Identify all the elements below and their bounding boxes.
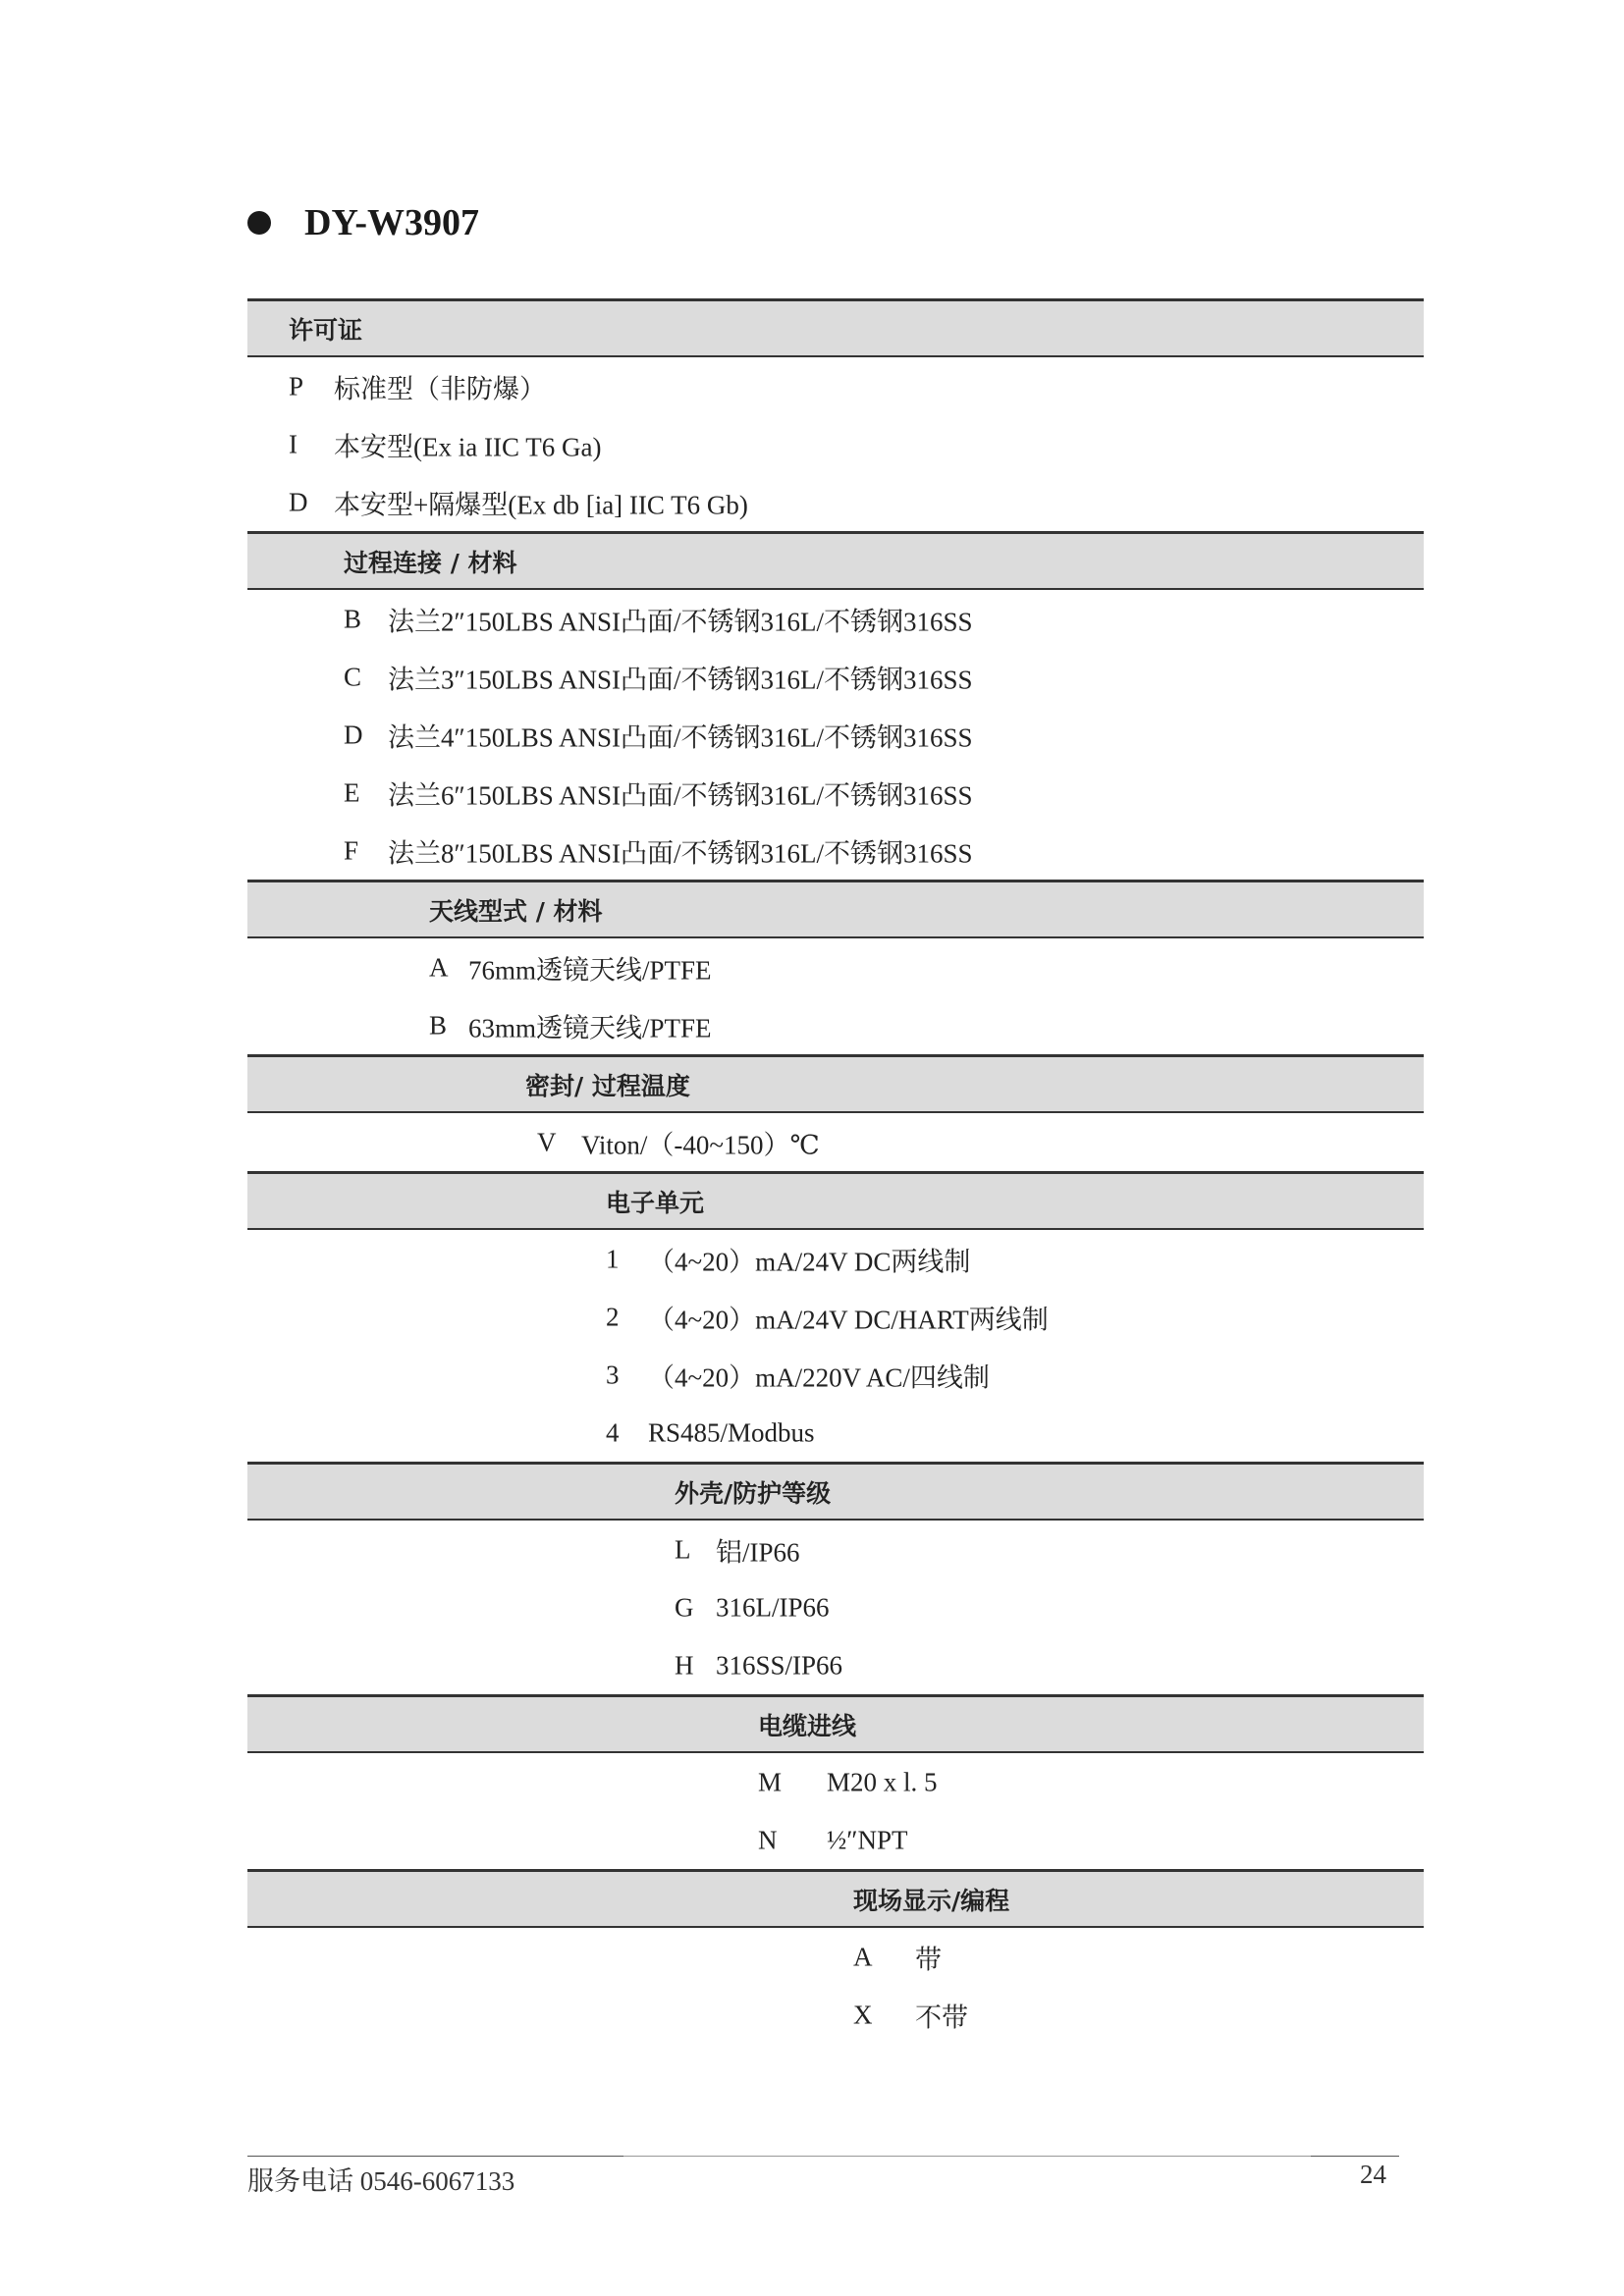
section-header-label: 天线型式 / 材料 <box>429 896 603 926</box>
option-description: 法兰2″150LBS ANSI凸面/不锈钢316L/不锈钢316SS <box>388 607 973 636</box>
option-description: M20 x l. 5 <box>827 1767 938 1796</box>
option-code: G <box>675 1592 694 1622</box>
option-row <box>247 1230 1424 1288</box>
option-row <box>247 1113 1424 1171</box>
section-header-0 <box>247 298 1424 357</box>
option-row <box>247 1811 1424 1869</box>
option-description: （4~20）mA/24V DC/HART两线制 <box>648 1305 1049 1334</box>
option-code: I <box>289 429 298 458</box>
section-header-label: 许可证 <box>289 315 363 345</box>
option-description: 本安型(Ex ia IIC T6 Ga) <box>334 432 602 461</box>
option-description: 法兰8″150LBS ANSI凸面/不锈钢316L/不锈钢316SS <box>388 838 973 868</box>
option-row <box>247 996 1424 1054</box>
footer-divider-left <box>247 2156 623 2157</box>
option-code: 1 <box>606 1244 620 1273</box>
section-header-label: 现场显示/编程 <box>853 1886 1010 1915</box>
page-title: DY-W3907 <box>304 202 480 243</box>
option-description: 法兰3″150LBS ANSI凸面/不锈钢316L/不锈钢316SS <box>388 665 973 694</box>
option-row <box>247 1636 1424 1694</box>
option-row <box>247 1346 1424 1404</box>
option-code: H <box>675 1650 694 1680</box>
option-code: 2 <box>606 1302 620 1331</box>
section-header-label: 电子单元 <box>606 1188 705 1217</box>
option-code: C <box>344 662 362 691</box>
option-description: 63mm透镜天线/PTFE <box>468 1013 712 1042</box>
option-description: 标准型（非防爆） <box>334 374 546 403</box>
option-code: V <box>537 1127 557 1156</box>
model-code-table <box>247 298 1424 2044</box>
option-row <box>247 1521 1424 1578</box>
section-header-5 <box>247 1462 1424 1521</box>
option-description: 带 <box>915 1945 942 1974</box>
option-row <box>247 938 1424 996</box>
option-description: 铝/IP66 <box>716 1537 800 1567</box>
option-code: D <box>344 720 363 749</box>
section-header-3 <box>247 1054 1424 1113</box>
option-row <box>247 415 1424 473</box>
option-code: F <box>344 835 359 865</box>
option-description: ½″NPT <box>827 1825 908 1854</box>
option-code: N <box>758 1825 778 1854</box>
option-description: 本安型+隔爆型(Ex db [ia] IIC T6 Gb) <box>334 490 748 519</box>
option-row <box>247 1986 1424 2044</box>
option-row <box>247 1928 1424 1986</box>
option-code: M <box>758 1767 783 1796</box>
option-row <box>247 473 1424 531</box>
section-header-2 <box>247 880 1424 938</box>
footer-divider-mid <box>623 2156 1311 2157</box>
option-row <box>247 822 1424 880</box>
option-row <box>247 1578 1424 1636</box>
option-row <box>247 590 1424 648</box>
option-description: 76mm透镜天线/PTFE <box>468 955 712 985</box>
option-row <box>247 648 1424 706</box>
option-code: E <box>344 777 360 807</box>
section-header-7 <box>247 1869 1424 1928</box>
option-code: D <box>289 487 308 516</box>
option-description: 316L/IP66 <box>716 1592 830 1622</box>
option-description: （4~20）mA/220V AC/四线制 <box>648 1362 990 1392</box>
option-code: B <box>344 604 362 633</box>
section-header-1 <box>247 531 1424 590</box>
section-header-label: 电缆进线 <box>758 1711 857 1740</box>
footer-page-number: 24 <box>1360 2160 1386 2189</box>
option-code: A <box>429 952 449 982</box>
option-code: B <box>429 1010 448 1040</box>
section-header-label: 过程连接 / 材料 <box>344 548 517 577</box>
footer-service-phone: 服务电话 0546-6067133 <box>247 2166 515 2196</box>
option-code: 4 <box>606 1417 620 1447</box>
option-row <box>247 1753 1424 1811</box>
option-code: 3 <box>606 1360 620 1389</box>
footer-divider-right <box>1311 2156 1399 2157</box>
option-description: Viton/（-40~150）℃ <box>581 1130 820 1159</box>
bullet-icon <box>247 211 271 235</box>
section-header-6 <box>247 1694 1424 1753</box>
option-row <box>247 764 1424 822</box>
option-description: RS485/Modbus <box>648 1417 815 1447</box>
option-code: P <box>289 371 304 400</box>
option-code: X <box>853 2000 873 2029</box>
option-description: 316SS/IP66 <box>716 1650 843 1680</box>
section-header-label: 外壳/防护等级 <box>675 1478 832 1508</box>
option-code: A <box>853 1942 873 1971</box>
option-description: 法兰4″150LBS ANSI凸面/不锈钢316L/不锈钢316SS <box>388 722 973 752</box>
section-header-4 <box>247 1171 1424 1230</box>
option-description: 法兰6″150LBS ANSI凸面/不锈钢316L/不锈钢316SS <box>388 780 973 810</box>
title-row <box>247 201 479 244</box>
option-code: L <box>675 1534 691 1564</box>
option-description: 不带 <box>915 2002 968 2032</box>
option-row <box>247 1288 1424 1346</box>
option-row <box>247 357 1424 415</box>
section-header-label: 密封/ 过程温度 <box>525 1071 690 1100</box>
option-row <box>247 1404 1424 1462</box>
option-description: （4~20）mA/24V DC两线制 <box>648 1247 971 1276</box>
option-row <box>247 706 1424 764</box>
